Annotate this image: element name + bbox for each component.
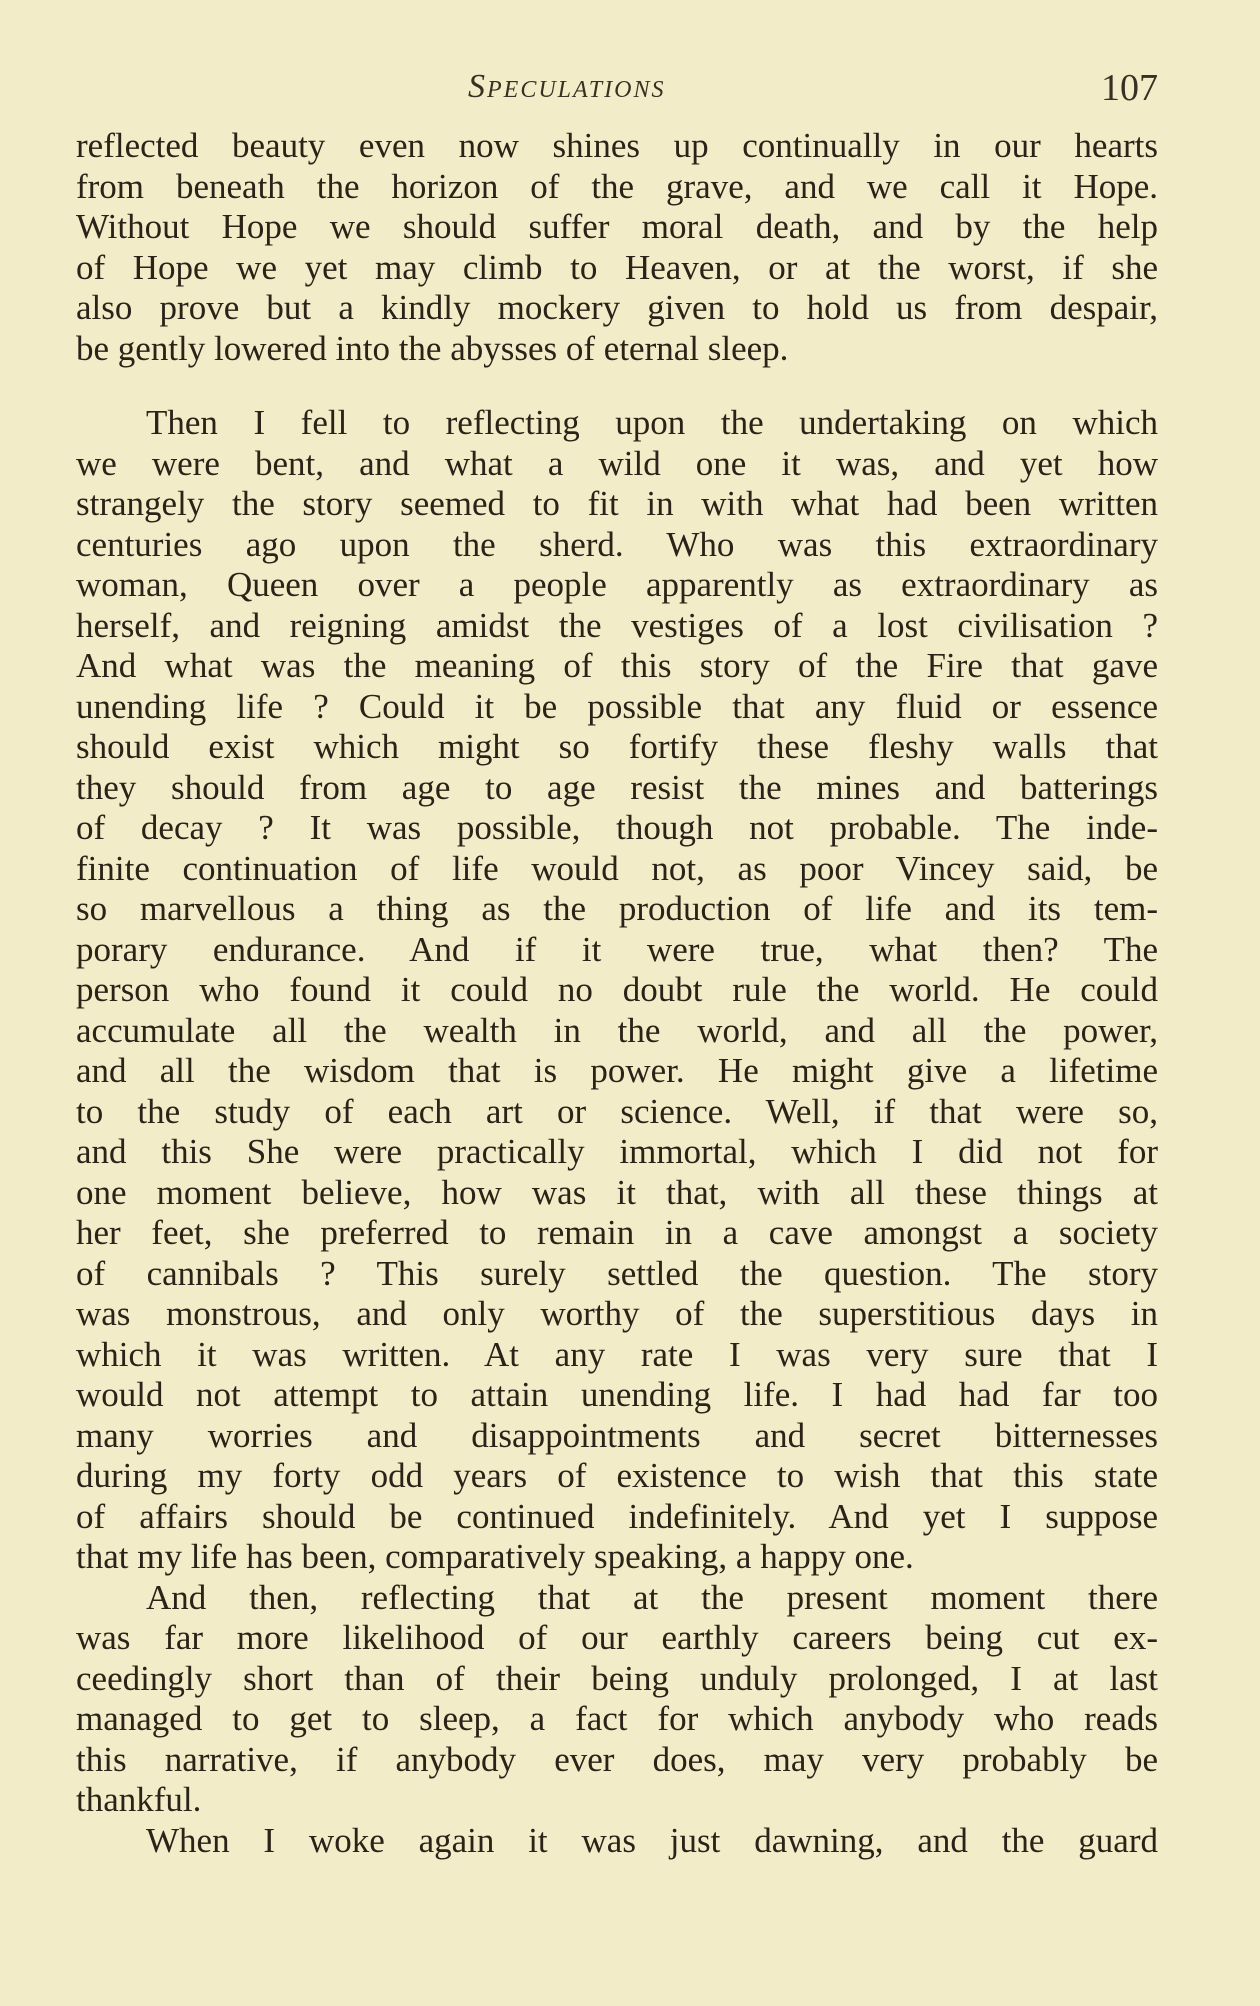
text-line: one moment believe, how was it that, with all these things at [76, 1172, 1158, 1212]
text-line: herself, and reigning amidst the vestiges of a lost civilisation ? [76, 605, 1158, 645]
text-line: should exist which might so fortify these fleshy walls that [76, 727, 1158, 766]
text-line: reflected beauty even now shines up continually in our hearts [76, 126, 1158, 165]
page-number: 107 [1101, 67, 1158, 109]
text-line: of decay ? It was possible, though not probable. The inde- [76, 808, 1158, 847]
text-line: thankful. [76, 1780, 202, 1819]
text-line: was monstrous, and only worthy of the superstitious days in [76, 1294, 1158, 1333]
text-line: centuries ago upon the sherd. Who was this extraordinary [76, 524, 1158, 564]
text-line: so marvellous a thing as the production of life and its tem- [76, 889, 1158, 928]
text-line: ceedingly short than of their being unduly prolonged, I at last [76, 1658, 1158, 1698]
text-line: unending life ? Could it be possible that any fluid or essence [76, 686, 1158, 726]
text-line: and this She were practically immortal, which I did not for [76, 1132, 1158, 1171]
text-line: And then, reflecting that at the present moment there [146, 1577, 1158, 1617]
text-line: which it was written. At any rate I was very sure that I [76, 1334, 1158, 1374]
text-line: was far more likelihood of our earthly careers being cut ex- [76, 1618, 1158, 1657]
text-line: person who found it could no doubt rule the world. He could [76, 970, 1158, 1009]
body-text [76, 126, 1158, 1861]
text-line: of affairs should be continued indefinitely. And yet I suppose [76, 1496, 1158, 1536]
running-head: Speculations [468, 68, 666, 105]
text-line: we were bent, and what a wild one it was, and yet how [76, 443, 1158, 483]
text-line: they should from age to age resist the mines and batterings [76, 767, 1158, 807]
text-line: her feet, she preferred to remain in a cave amongst a society [76, 1213, 1158, 1252]
paragraph-gap [76, 369, 1158, 403]
text-line: When I woke again it was just dawning, and the guard [146, 1820, 1158, 1860]
text-line: And what was the meaning of this story of the Fire that gave [76, 646, 1158, 685]
text-line: that my life has been, comparatively speaking, a happy one. [76, 1537, 914, 1576]
text-line: finite continuation of life would not, as poor Vincey said, be [76, 848, 1158, 888]
page-header [76, 62, 1158, 114]
text-line: would not attempt to attain unending life. I had had far too [76, 1375, 1158, 1414]
text-line: and all the wisdom that is power. He might give a lifetime [76, 1051, 1158, 1090]
paragraph [76, 1578, 1158, 1821]
text-line: to the study of each art or science. Well, if that were so, [76, 1091, 1158, 1131]
text-line: woman, Queen over a people apparently as extraordinary as [76, 565, 1158, 604]
text-line: of cannibals ? This surely settled the question. The story [76, 1253, 1158, 1293]
text-line: during my forty odd years of existence to wish that this state [76, 1456, 1158, 1495]
text-line: this narrative, if anybody ever does, may very probably be [76, 1739, 1158, 1779]
text-line: managed to get to sleep, a fact for which anybody who reads [76, 1699, 1158, 1738]
text-line: Without Hope we should suffer moral death, and by the help [76, 207, 1158, 246]
text-line: from beneath the horizon of the grave, and we call it Hope. [76, 166, 1158, 206]
paragraph [76, 126, 1158, 369]
paragraph [76, 403, 1158, 1578]
text-line: strangely the story seemed to fit in with what had been written [76, 484, 1158, 523]
text-line: porary endurance. And if it were true, what then? The [76, 929, 1158, 969]
text-line: many worries and disappointments and secret bitternesses [76, 1415, 1158, 1455]
text-line: Then I fell to reflecting upon the undertaking on which [146, 403, 1158, 442]
text-line: accumulate all the wealth in the world, and all the power, [76, 1010, 1158, 1050]
text-line: also prove but a kindly mockery given to hold us from despair, [76, 288, 1158, 327]
text-line: be gently lowered into the abysses of eternal sleep. [76, 328, 789, 368]
text-line: of Hope we yet may climb to Heaven, or at the worst, if she [76, 247, 1158, 287]
paragraph [76, 1821, 1158, 1862]
